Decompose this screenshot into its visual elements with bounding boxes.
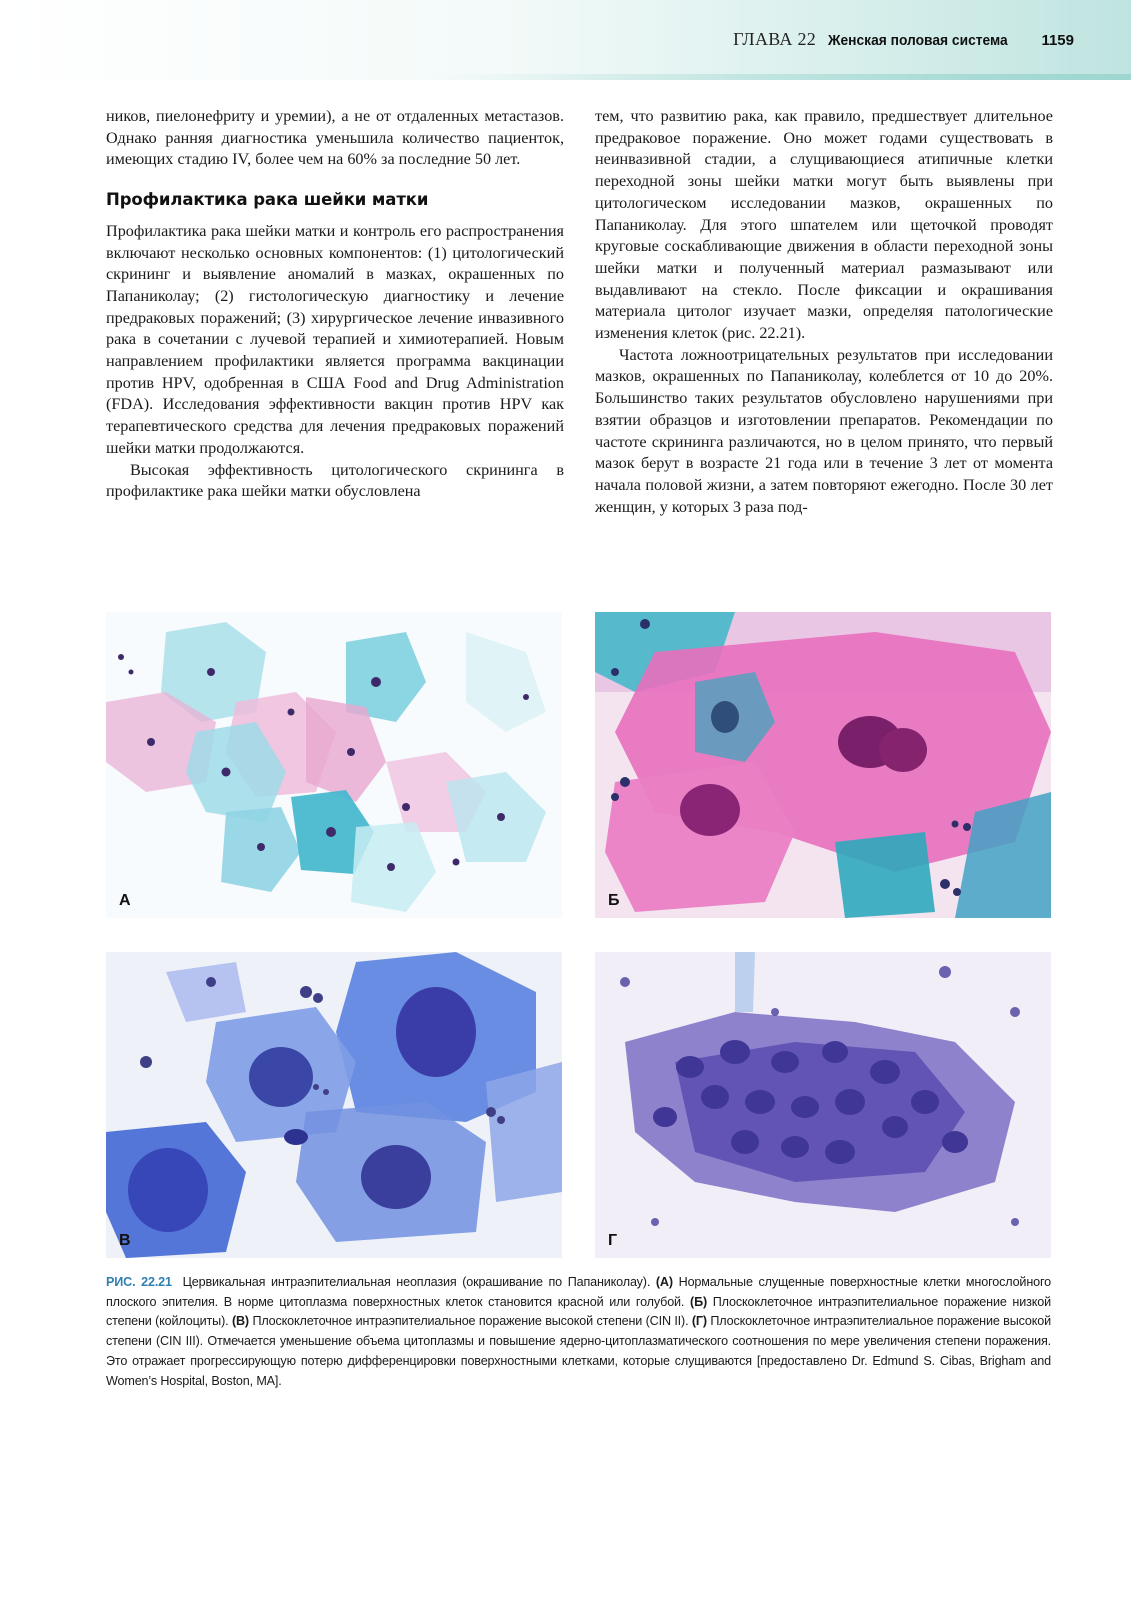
panel-label-c: В <box>119 1232 131 1249</box>
micrograph-panel-b <box>595 612 1051 918</box>
panel-label-b: Б <box>608 892 620 909</box>
caption-text-a: Нормальные слущенные поверхностные клетки многослойного плоского эпителия. В норме цитоплазма поверхностных клеток становится красной или голубой. <box>106 1275 1051 1309</box>
panel-label-a: А <box>119 892 131 909</box>
micrograph-panel-d <box>595 952 1051 1258</box>
paragraph: Высокая эффективность цитологического скрининга в профилактике рака шейки матки обусловлена <box>106 460 564 501</box>
right-column <box>595 106 1053 518</box>
paragraph: Профилактика рака шейки матки и контроль его распространения включают несколько основных компонентов: (1) цитологический скрининг и выявление аномалий в мазках, окрашенных по Папаниколау; (2) гистологическую диагностику и лечение предраковых поражений; (3) хирургическое лечение инвазивного рака в сочетании с лучевой терапией и химиотерапией. Новым направлением профилактики является программа вакцинации против HPV, одобренная в США Food and Drug Administration (FDA). Исследования эффективности вакцин против HPV как терапевтического средства для лечения предраковых поражений шейки матки продолжаются. <box>106 221 564 457</box>
micrograph-d-image <box>595 952 1051 1258</box>
caption-marker-d: (Г) <box>691 1314 707 1329</box>
paragraph: ников, пиелонефриту и уремии), а не от отдаленных метастазов. Однако ранняя диагностика уменьшила количество пациенток, имеющих стадию IV, более чем на 60% за последние 50 лет. <box>106 107 564 169</box>
micrograph-a-image <box>106 612 562 918</box>
caption-text-b: Плоскоклеточное интраэпителиальное поражение низкой степени (койлоциты). <box>106 1294 1051 1329</box>
figure-caption <box>106 1273 1051 1391</box>
chapter-title: Женская половая система <box>828 32 1008 49</box>
figure-reference: РИС. 22.21 <box>106 1275 172 1289</box>
caption-marker-c: (В) <box>231 1314 249 1329</box>
paragraph: тем, что развитию рака, как правило, предшествует длительное предраковое поражение. Оно может годами существовать в неинвазивной стадии, а слущивающиеся атипичные клетки переходной зоны шейки матки могут быть выявлены при цитологическом исследовании мазков, окрашенных по Папаниколау. Для этого шпателем или щеточкой проводят круговые соскабливающие движения в области переходной зоны шейки матки и полученный материал размазывают или выдавливают на стекло. После фиксации и окрашивания материала цитолог изучает мазки, определяя патологические изменения клеток (рис. 22.21). <box>595 107 1053 343</box>
paragraph: Частота ложноотрицательных результатов при исследовании мазков, окрашенных по Папаниколау, колеблется от 10 до 20%. Большинство таких результатов обусловлено нарушениями при взятии образцов и изготовлении препаратов. Рекомендации по частоте скрининга различаются, но в целом принято, что первый мазок берут в возрасте 21 года или в течение 3 лет от момента начала половой жизни, а затем повторяют ежегодно. После 30 лет женщин, у которых 3 раза под- <box>595 345 1053 516</box>
section-heading: Профилактика рака шейки матки <box>106 190 429 210</box>
micrograph-panel-a <box>106 612 562 918</box>
caption-text-c: Плоскоклеточное интраэпителиальное поражение высокой степени (CIN II). <box>252 1314 689 1329</box>
caption-intro: Цервикальная интраэпителиальная неоплазия (окрашивание по Папаниколау). <box>182 1275 651 1289</box>
chapter-label: ГЛАВА 22 <box>733 29 817 49</box>
micrograph-panel-c <box>106 952 562 1258</box>
panel-label-d: Г <box>608 1232 618 1249</box>
micrograph-b-image <box>595 612 1051 918</box>
caption-marker-b: (Б) <box>690 1294 708 1309</box>
page-number: 1159 <box>1041 32 1074 49</box>
caption-text-d: Плоскоклеточное интраэпителиальное поражение высокой степени (CIN III). Отмечается уменьшение объема цитоплазмы и повышение ядерно-цитоплазматического соотношения по мере увеличения степени поражения. Это отражает прогрессирующую потерю дифференцировки поверхностными клетками, которые слущиваются [предоставлено Dr. Edmund S. Cibas, Brigham and Women’s Hospital, Boston, MA]. <box>106 1314 1051 1388</box>
caption-marker-a: (A) <box>655 1275 673 1289</box>
micrograph-c-image <box>106 952 562 1258</box>
left-column <box>106 106 564 503</box>
running-head <box>733 29 1074 51</box>
